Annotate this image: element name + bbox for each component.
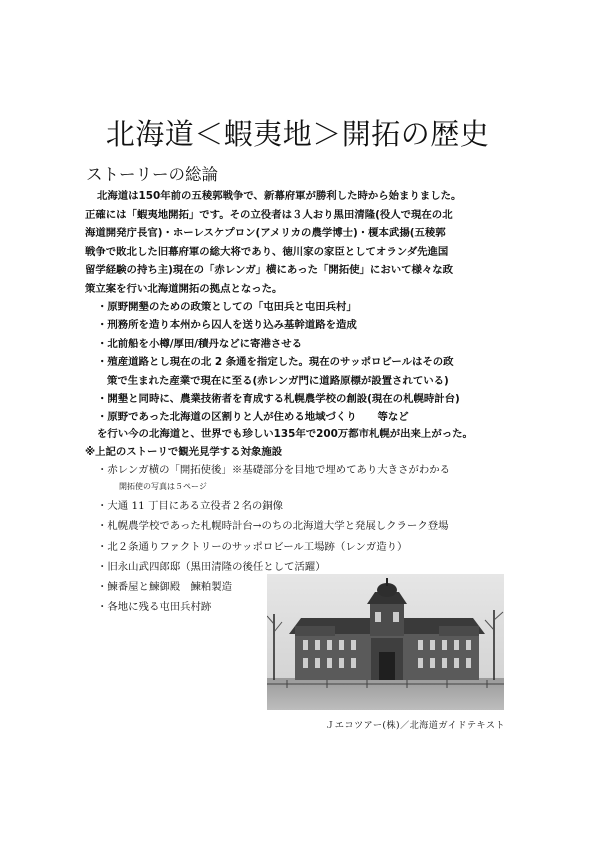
spot-item: ・旧永山武四郎邸（黒田清隆の後任として活躍）: [97, 560, 326, 573]
spot-note: 開拓使の写真は５ページ: [119, 482, 207, 492]
policy-bullet: ・刑務所を造り本州から囚人を送り込み基幹道路を造成: [97, 319, 357, 332]
policy-bullet-continuation: 策で生まれた産業で現在に至る(赤レンガ門に道路原標が設置されている): [107, 374, 449, 387]
intro-line: 正確には「蝦夷地開拓」です。その立役者は３人おり黒田清隆(役人で現在の北: [85, 208, 453, 221]
page-title: 北海道＜蝦夷地＞開拓の歴史: [105, 117, 490, 151]
intro-line: 策立案を行い北海道開拓の拠点となった。: [85, 282, 283, 295]
intro-paragraph: [85, 187, 517, 299]
spot-item: ・鰊番屋と鰊御殿 鰊粕製造: [97, 581, 233, 594]
policy-bullet-list: [97, 298, 517, 427]
intro-line: 海道開発庁長官)・ホーレスケプロン(アメリカの農学博士)・榎本武揚(五稜郭: [85, 227, 446, 240]
policy-bullet: ・殖産道路とし現在の北 2 条通を指定した。現在のサッポロビールはその政: [97, 356, 454, 369]
intro-line: 北海道は150年前の五稜郭戦争で、新幕府軍が勝利した時から始まりました。: [97, 190, 462, 202]
intro-line: 戦争で敗北した旧幕府軍の総大将であり、徳川家の家臣としてオランダ先進国: [85, 245, 449, 258]
closing-line: を行い今の北海道と、世界でも珍しい135年で200万都市札幌が出来上がった。: [97, 428, 473, 440]
policy-bullet: ・原野開墾のための政策としての「屯田兵と屯田兵村」: [97, 301, 357, 313]
spot-item: ・赤レンガ横の「開拓使後」※基礎部分を目地で埋めてあり大きさがわかる: [97, 464, 451, 476]
spot-item: ・大通 11 丁目にある立役者２名の銅像: [97, 500, 284, 513]
policy-bullet: ・原野であった北海道の区割りと人が住める地域づくり 等など: [97, 411, 409, 424]
intro-line: 留学経験の持ち主)現在の「赤レンガ」横にあった「開拓使」において様々な政: [85, 264, 454, 277]
spot-item: ・北２条通りファクトリーのサッポロビール工場跡（レンガ造り）: [97, 540, 408, 553]
historic-building-photo: [267, 574, 504, 710]
spots-heading: ※上記のストーリで観光見学する対象施設: [85, 446, 283, 459]
spot-item: ・各地に残る屯田兵村跡: [97, 601, 212, 614]
spot-item: ・札幌農学校であった札幌時計台→のちの北海道大学と発展しクラーク登場: [97, 520, 449, 533]
photo-caption: Ｊエコツアー(株)／北海道ガイドテキスト: [325, 720, 505, 731]
policy-bullet: ・北前船を小樽/厚田/積丹などに寄港させる: [97, 337, 303, 350]
closing-paragraph: [85, 425, 535, 462]
policy-bullet: ・開墾と同時に、農業技術者を育成する札幌農学校の創設(現在の札幌時計台): [97, 393, 460, 406]
section-heading: ストーリーの総論: [86, 165, 218, 184]
building-illustration: [267, 574, 504, 710]
